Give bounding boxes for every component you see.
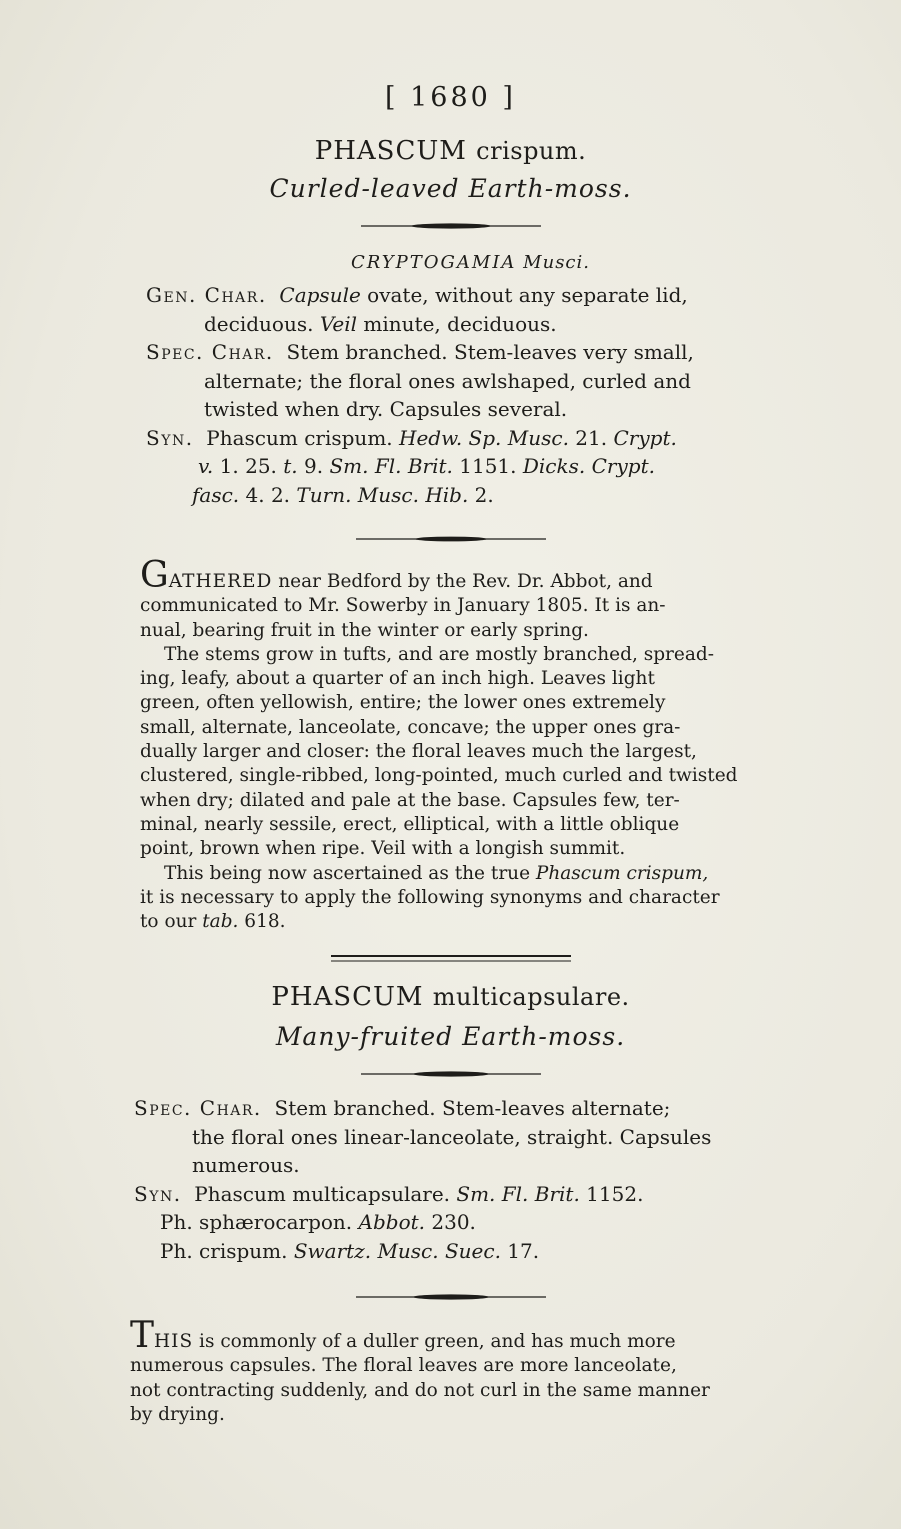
page-number: [ 1680 ]	[385, 82, 516, 113]
paragraph-3	[140, 862, 768, 935]
text-line: ing, leafy, about a quarter of an inch high. Leaves light	[140, 668, 655, 690]
tab-ref: tab.	[202, 911, 239, 933]
spec-char-text: Stem branched. Stem-leaves very small,	[286, 340, 694, 364]
dropcap: T	[130, 1315, 155, 1356]
species1-title	[0, 136, 901, 166]
syn-ref: t.	[283, 454, 298, 478]
species2-common-name: Many-fruited Earth-moss.	[275, 1022, 626, 1051]
syn-text: Phascum crispum.	[206, 425, 399, 450]
gen-char-text: minute, deciduous.	[357, 311, 557, 336]
ornament-rule	[0, 533, 901, 547]
syn-text: 1. 25.	[213, 454, 284, 478]
ornament-rule	[0, 1291, 901, 1305]
species2-title	[0, 982, 901, 1012]
spec-char-text: the floral ones linear-lanceolate, straight. Capsules	[192, 1124, 712, 1149]
text-line: minal, nearly sessile, erect, elliptical, with a little oblique	[140, 813, 680, 835]
paragraph-2	[140, 643, 768, 862]
spec-char	[146, 338, 786, 367]
text-line: dually larger and closer: the floral leaves much the largest,	[140, 741, 697, 763]
double-rule-separator	[0, 954, 901, 962]
species1-characters	[146, 281, 786, 509]
species2-genus: PHASCUM	[271, 982, 424, 1012]
text-line: it is necessary to apply the following synonyms and character	[140, 886, 720, 908]
species1-description	[140, 555, 768, 934]
synonyms	[134, 1180, 784, 1209]
text-line: near Bedford by the Rev. Dr. Abbot, and	[272, 571, 653, 592]
spec-char-label: Spec. Char.	[134, 1096, 262, 1120]
syn-text: 4. 2.	[239, 482, 297, 507]
text-line: communicated to Mr. Sowerby in January 1805. It is an-	[140, 595, 666, 617]
syn-text: 1151.	[452, 454, 523, 478]
text-line: numerous capsules. The floral leaves are more lanceolate,	[130, 1355, 677, 1377]
synonym-line	[160, 1208, 784, 1237]
ornament-rule	[0, 1068, 901, 1082]
species1-common-name: Curled-leaved Earth-moss.	[269, 174, 632, 203]
syn-label: Syn.	[134, 1181, 182, 1206]
syn-text: 1152.	[579, 1181, 644, 1206]
syn-text: Ph. sphærocarpon.	[160, 1210, 359, 1234]
synonyms	[146, 424, 786, 453]
text-line: 618.	[238, 911, 286, 933]
spec-char	[134, 1094, 784, 1123]
syn-ref: Sm. Fl. Brit.	[456, 1181, 580, 1206]
text-line: clustered, single-ribbed, long-pointed, much curled and twisted	[140, 765, 738, 787]
opening-word: HIS	[154, 1331, 194, 1352]
text-line: point, brown when ripe. Veil with a longish summit.	[140, 838, 626, 860]
gen-char-text: ovate, without any separate lid,	[360, 283, 688, 307]
synonyms-cont	[192, 481, 786, 510]
species-name-italic: Phascum crispum,	[535, 862, 709, 884]
spec-char-text: alternate; the floral ones awlshaped, curled and	[204, 368, 691, 393]
spec-char-text: Stem branched. Stem-leaves alternate;	[274, 1096, 671, 1120]
syn-text: 230.	[425, 1210, 476, 1234]
species2-characters	[134, 1094, 784, 1265]
synonym-line	[160, 1237, 784, 1266]
classification-order: Musci.	[523, 252, 590, 273]
syn-ref: Hedw. Sp. Musc.	[399, 425, 569, 450]
species1-epithet: crispum.	[476, 137, 587, 165]
classification-class: CRYPTOGAMIA	[350, 252, 517, 273]
text-line: small, alternate, lanceolate, concave; the upper ones gra-	[140, 716, 681, 738]
species2-description	[130, 1315, 766, 1427]
syn-ref: Turn. Musc. Hib.	[296, 482, 469, 507]
spec-char-text: twisted when dry. Capsules several.	[204, 397, 568, 421]
gen-char-label: Gen. Char.	[146, 283, 267, 307]
ornament-rule	[0, 220, 901, 234]
text-line: This being now ascertained as the true	[164, 862, 536, 884]
species2-epithet: multicapsulare.	[432, 983, 630, 1011]
dropcap: G	[140, 555, 169, 596]
syn-ref: v.	[198, 454, 214, 478]
text-line: not contracting suddenly, and do not curl in the same manner	[130, 1379, 710, 1401]
text-line: when dry; dilated and pale at the base. Capsules few, ter-	[140, 789, 680, 811]
syn-ref: Crypt.	[613, 425, 677, 450]
syn-label: Syn.	[146, 425, 194, 450]
gen-char-text: deciduous.	[204, 311, 320, 336]
classification	[40, 252, 901, 273]
text-line: The stems grow in tufts, and are mostly branched, spread-	[164, 643, 714, 665]
gen-char	[146, 281, 786, 310]
syn-text: Phascum multicapsulare.	[194, 1181, 457, 1206]
gen-char-term-capsule: Capsule	[279, 283, 361, 307]
syn-text: 21.	[568, 425, 614, 450]
gen-char-cont	[204, 310, 786, 339]
spec-char-label: Spec. Char.	[146, 340, 274, 364]
text-line: nual, bearing fruit in the winter or early spring.	[140, 619, 589, 641]
syn-ref: Sm. Fl. Brit.	[329, 454, 453, 478]
syn-ref: Dicks. Crypt.	[522, 454, 655, 478]
text-line: is commonly of a duller green, and has much more	[193, 1331, 676, 1352]
syn-ref: Swartz. Musc. Suec.	[293, 1238, 501, 1263]
syn-text: 9.	[297, 454, 330, 478]
species1-genus: PHASCUM	[314, 136, 467, 166]
text-line: to our	[140, 911, 203, 933]
syn-text: 17.	[500, 1238, 540, 1263]
gen-char-term-veil: Veil	[319, 311, 358, 336]
syn-text: 2.	[468, 482, 494, 507]
spec-char-text: numerous.	[192, 1153, 300, 1177]
text-line: by drying.	[130, 1403, 225, 1425]
text-line: green, often yellowish, entire; the lower ones extremely	[140, 692, 666, 714]
synonyms-cont	[198, 452, 786, 481]
paragraph-1	[140, 555, 768, 643]
syn-ref: fasc.	[192, 482, 240, 507]
syn-ref: Abbot.	[358, 1210, 426, 1234]
syn-text: Ph. crispum.	[160, 1238, 294, 1263]
opening-word: ATHERED	[168, 571, 273, 592]
